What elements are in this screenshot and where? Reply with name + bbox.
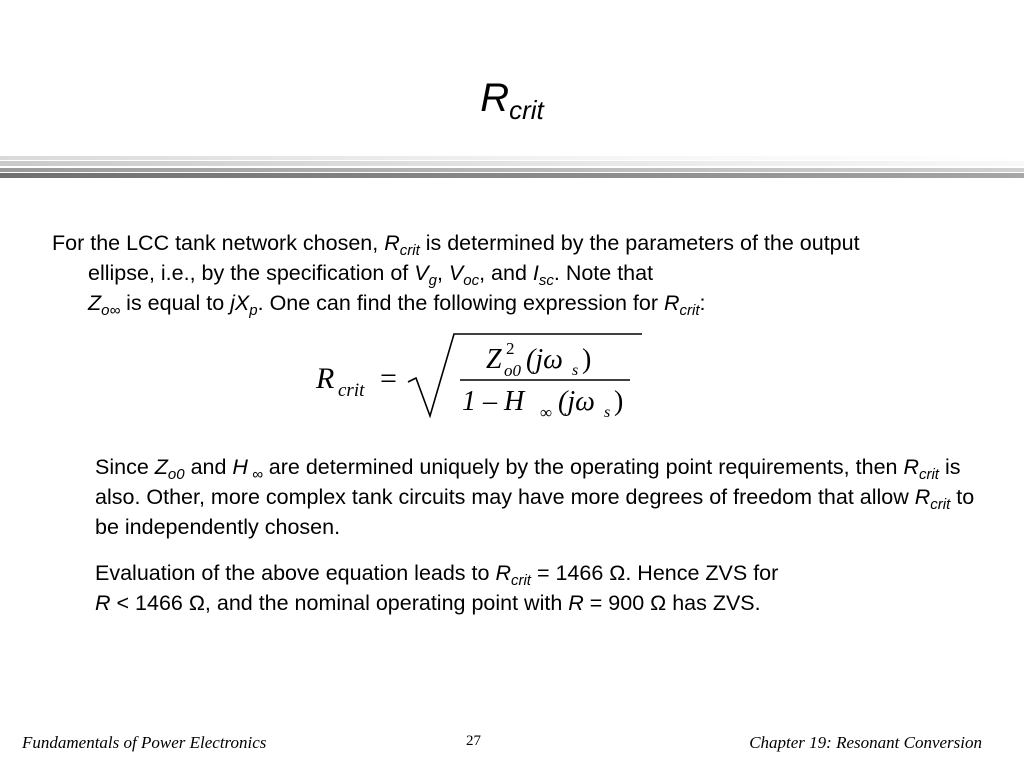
paragraph-since: Since $Z_{o0}$ and H $_\infty$ are determined uniquely by the operating point requirements, then $R_{crit}$ is also. Other, more complex tank circuits may have more degrees of freedom that allow $R_{crit}$ to be independently chosen. (95, 455, 975, 539)
eq-den-close: ) (614, 386, 624, 417)
eq-den-main: 1 – H (462, 386, 525, 417)
title-divider (0, 156, 1024, 180)
eq-lhs-sub: crit (338, 380, 365, 401)
footer-book-title: Fundamentals of Power Electronics (22, 733, 267, 752)
footer-chapter: Chapter 19: Resonant Conversion (749, 733, 982, 752)
eq-equals: = (380, 362, 397, 395)
eq-num-arg: (jω (526, 344, 563, 375)
eq-den-sub: ∞ (540, 403, 553, 422)
footer-page-number: 27 (466, 733, 481, 749)
eq-lhs-r: R (316, 362, 335, 395)
eq-den-arg-sub: s (604, 404, 611, 421)
title-main: R (480, 76, 510, 120)
equation-graphic (312, 330, 642, 422)
eq-num-sub: o0 (504, 361, 521, 380)
title-subscript: crit (509, 95, 544, 125)
eq-num-sup: 2 (506, 339, 515, 358)
eq-num-arg-sub: s (572, 362, 579, 379)
eq-num-close: ) (582, 344, 592, 375)
slide-title (0, 74, 1024, 125)
paragraph-intro: For the LCC tank network chosen, $R_{crit}$ is determined by the parameters of the output ellipse, i.e., by the specification of $V_g$, $V_{oc}$, and $I_{sc}$. Note that $Z_{o\infty}$ is equal to $jX_p$. One can find the following expression for $R_{crit}$: (52, 231, 860, 319)
rcrit-equation (312, 330, 642, 422)
eq-den-arg: (jω (558, 386, 595, 417)
paragraph-evaluation: Evaluation of the above equation leads to $R_{crit} = 1466$ Ω. Hence ZVS for R < 1466 Ω, and the nominal operating point with R = 900 Ω has ZVS. (95, 561, 779, 615)
eq-num-z: Z (486, 344, 502, 375)
